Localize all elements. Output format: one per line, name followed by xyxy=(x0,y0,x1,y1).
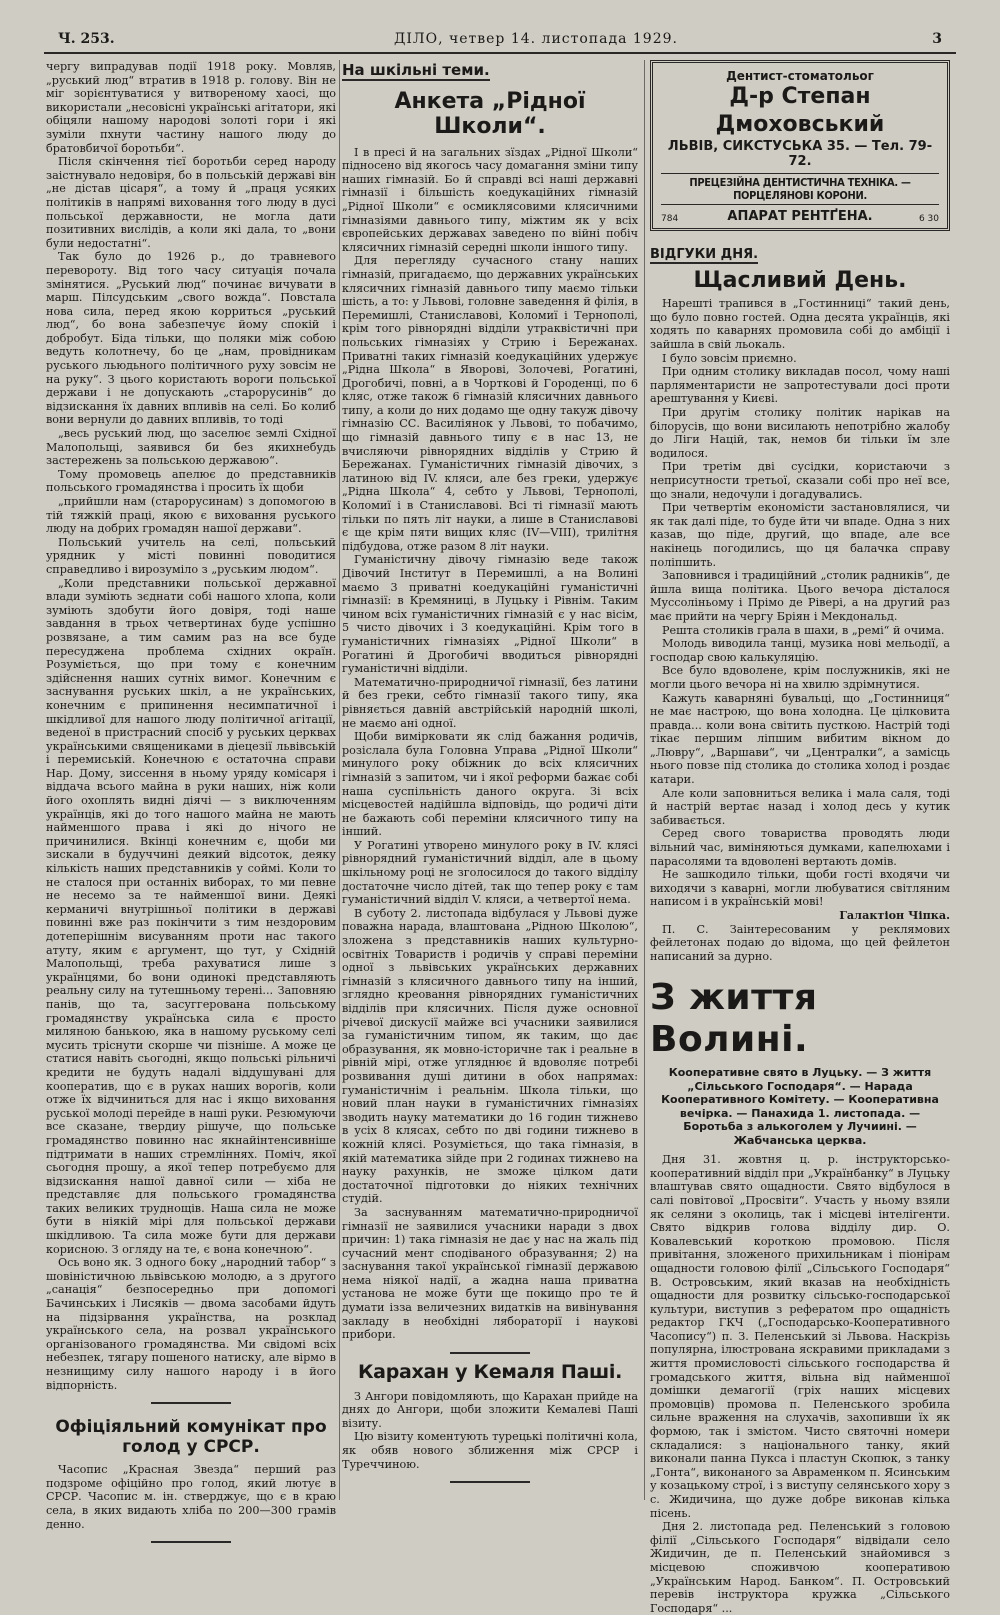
paragraph: Після скінчення тієї боротьби серед народу заістнувало недовіря, бо в польській державі він „не дістав цісаря“, а тому й „праця усяких політиків в напрямі виховання того люду в дусі польської державности, не могла дати позитивних вислідів, а коли які дала, то „вони були недостатні“. xyxy=(46,155,336,250)
ad-doctor-name: Д-р Степан Дмоховський xyxy=(715,84,885,137)
paragraph: Але коли заповниться велика і мала саля, тоді й настрій вертає назад і холод десь у кутик забивається. xyxy=(650,786,950,827)
column-divider xyxy=(339,60,340,1500)
issue-number: Ч. 253. xyxy=(58,31,115,47)
ad-services: ПРЕЦЕЗІЙНА ДЕНТИСТИЧНА ТЕХНІКА. — ПОРЦЕЛЯНОВІ КОРОНИ. xyxy=(661,173,939,205)
paragraph: Цю візиту коментують турецькі політичні кола, як обяв нового зближення між СРСР і Туреччиною. xyxy=(342,1430,638,1471)
postscript: П. С. Заінтересованим у реклямових фейлетонах подаю до відома, що цей фейлетон написаний за дурно. xyxy=(650,922,950,963)
volyn-body xyxy=(650,1153,950,1615)
paragraph: Польський учитель на селі, польський урядник у місті повинні поводитися справедливо і вирозуміло з „руським людом“. xyxy=(46,535,336,576)
paragraph: Тому промовець апелює до представників польського громадянства і просить їх щоби xyxy=(46,467,336,495)
page-number: 3 xyxy=(932,31,942,47)
ad-xray-label: АПАРАТ РЕНТҐЕНА. xyxy=(727,209,873,224)
paragraph: Математично-природничої гімназії, без латини й без греки, себто гімназії такого типу, яка рівняється давній австрійській народній школі, не маємо ані одної. xyxy=(342,675,638,730)
ad-code-left: 784 xyxy=(661,214,679,224)
column-right xyxy=(650,60,950,1615)
paragraph: І в пресі й на загальних зїздах „Рідної Школи“ підносено від якогось часу домагання зміни типу наших гімназій. Бо й справді всі наші державні гімназії і більшість коедукаційних гімназій „Рідної Школи“ є осмиклясовими клясичними гімназіями давнього типу, міжтим як у всіх європейських державах заведено по війні побіч клясичних гімназій середні школи іншого типу. xyxy=(342,145,638,254)
section-label-feuilleton: ВІДГУКИ ДНЯ. xyxy=(650,247,759,262)
paragraph: За заснуванням математично-природничої гімназії не заявилися учасники наради з двох причин: 1) така гімназія не дає у нас на жаль під сучасний мент сподіваного образування; 2) на заснування такої української гімназії державою нема ніякої надії, а жадна наша приватна установа не може бути ще покищо про те й думати ізза величезних видатків на вивінування закладу в необхідні лябораторії і наукові прибори. xyxy=(342,1205,638,1342)
feuilleton-headline: Щасливий День. xyxy=(693,268,907,293)
section-label-school: На шкільні теми. xyxy=(342,61,490,79)
paragraph: Дня 31. жовтня ц. р. інструкторсько-кооперативний відділ при „Українбанку“ в Луцьку влаштував свято ощадности. Свято відбулося в салі повітової „Просвіти“. Участь у ньому взяли як селяни з околиць, так і місцеві інтелігенти. Свято відкрив голова відділу дир. О. Ковалевський короткою промовою. Після привітання, зложеного прихильникам і піонірам ощадности головою філії „Сільського Господаря“ В. Островським, який вказав на необхідність ощадности для розвитку сільсько-господарської культури, виступив з рефератом про ощадність редактор ГКЧ („Господарсько-Кооперативного Часопису“) п. З. Пеленський зі Львова. Наскрізь популярна, ілюстрована яскравими прикладами з життя промисловості сільського господарства й громадського життя, вільна від найменшої домішки демагогії (гріх наших місцевих промовців) промова п. Пеленського зробила сильне враження на слухачів, захопивши їх як формою, так і змістом. Чисто святочні номери складалися: з національного танку, який виконали панна Пукса і пластун Скопюк, з танку „Гонта“, виконаного за Авраменком п. Ясинським у козацькому строї, і з виступу селянського хору з с. Жидичина, що дуже добре виконав кілька пісень. xyxy=(650,1153,950,1520)
dentist-advertisement xyxy=(650,60,950,231)
paragraph: В суботу 2. листопада відбулася у Львові дуже поважна нарада, влаштована „Рідною Школою“, зложена з представників наших культурно-освітніх Товариств і родичів у справі переміни одної з львівських українських державних гімназій з клясичного давнього типу на інший, згляднo креовання рівнорядних гуманістичних відділів при клясичних. Після дуже основної річевої дискусії майже всі учасники заявилися за гуманістичним типом, як таким, що дає образування, як мовно-історичне так і реальне в рівній мірі, отже угляднює й вдоволяє потребі розвивання душі дитини в обох напрямах: гуманістичнім і реальнім. Школа тільки, що новий план науки в гуманістичних гімназіях зводить науку математики до 16 годин тижнево в усіх 8 клясах, себто по дві години тижнево в кожній клясі. Розуміється, що така гімназія, в якій математика зійде при 2 годинах тижнево на науку рахунків, не зможе цілком дати достаточної підготовки до ніяких технічних студій. xyxy=(342,906,638,1206)
komunikat-headline: Офіціяльний комунікат про голод у СРСР. xyxy=(55,1417,327,1457)
paragraph: При одним столику викладав посол, чому наші парляментаристи не запротестували досі проти арештування у Києві. xyxy=(650,365,950,406)
paragraph: Гуманістичну дівочу гімназію веде також Дівочий Інститут в Перемишлі, а на Волині маємо 3 приватні коедукаційні гуманістичні гімназії: в Кремяниці, в Луцьку і Рівнім. Таким чином всіх гуманістичних гімназій є у нас вісім, 5 чисто дівочих і 3 коедукаційні. Крім того в гуманістичних гімназіях „Рідної Школи“ в Рогатині й Дрогобичі вводиться рівнорядні гуманістичні відділи. xyxy=(342,553,638,676)
ad-xray xyxy=(661,209,939,224)
paragraph: Ось воно як. З одного боку „народний табор“ з шовіністичною львівською молодю, а з другого „санація“ безпосередньо при допомогі Бачинських і Лисяків — двома засобами йдуть на підзірвання українства, на розклад українського села, на розвал українського організованого громадянства. Ми свідомі всіх небезпек, тягару пошеного натиску, але вірмо в незнищиму силу нашого народу і в його відпорність. xyxy=(46,1256,336,1392)
paragraph: Нарешті трапився в „Гостинниці“ такий день, що було повно гостей. Одна десята українців, які ходять по каварнях промовила собі до амбіції і зайшла в свій льокаль. xyxy=(650,297,950,352)
paragraph: При другім столику політик нарікав на білорусів, що вони висилають непотрібно жалобу до Ліги Націй, так, немов би тільки їм зле водилося. xyxy=(650,406,950,460)
article-end-rule xyxy=(151,1402,231,1404)
anketa-body xyxy=(342,146,638,1342)
author-signature: Галактіон Чіпка. xyxy=(839,908,950,923)
komunikat-text: Часопис „Красная Звезда“ перший раз подзроме офіційно про голод, який лютує в СРСР. Часопис м. ін. стверджує, що є в краю села, в яких видають хліба по 200—300 грамів денно. xyxy=(46,1463,336,1531)
paragraph: Кажуть каварняні бувальці, що „Гостинниця“ не має настрою, що вона холодна. Це цілковита правда... коли вона світить пусткою. Настрій тоді тікає першим ліпшим вибитим вікном до „Лювру“, „Варшави“, чи „Централки“, а замісць нього повзе під столика до столика холод і роздає катари. xyxy=(650,691,950,787)
volyn-headline: З життя Волині. xyxy=(650,977,818,1060)
column-divider xyxy=(644,60,645,1500)
paragraph: І було зовсім приємно. xyxy=(662,351,797,365)
column-middle xyxy=(342,60,638,1500)
ad-profession: Дентист-стоматольог xyxy=(726,69,874,83)
feuilleton-body xyxy=(650,297,950,963)
article-end-rule xyxy=(450,1352,530,1354)
volyn-subheadings: Кооперативне свято в Луцьку. — З життя „Сільського Господаря“. — Нарада Кооперативного Комітету. — Кооперативна вечірка. — Панахида 1. листопада. — Боротьба з алькоголем у Лучиині. — Жабчанська церква. xyxy=(661,1066,939,1147)
paragraph: „Коли представники польської державної влади зуміють зєднати собі нашого хлопа, коли зуміють здобути його довіря, тоді наше завдання в трьох четвертинах буде успішно розвязане, а тим самим раз на все буде пересуджена проблема східних окраїн. Розуміється, що при тому є конечним здійснення наших сутніх вимог. Конечним є заснування руських шкіл, а не українських, конечним є припинення несимпатичної і шкідливої для нашого люду політичної агітації, веденої в пристрасний спосіб у руських церквах українськими священиками в діецезії львівській і перемиській. Конечною є остаточна справи Нар. Дому, зиcсення в ньому уряду комісаря і віддача всього майна в руки наших, ніж коли його охоплять видні діячі — з виключенням українців, які до того нашого майна не мають найменшого права і які до нічого не причинилися. Вкінці конечним є, щоби ми зискали в будуччині деякий відсоток, деяку кількість наших представників у соймі. Коли то не сталося при останніх виборах, то ми певне не несемо за те найменшої вини. Деякі керманичі внутрішньої політики в державі повинні вже раз покінчити з тим нездоровим дотеперішнім висуванням проти нас такого атуту, яким є аргумент, що тут, у Східній Малопольщі, треба рахуватися лише з українцями, бо вони одинокі представляють реальну силу на тутешньому терені... Заповняю панів, що та, засуггерована польському громадянству українська сила є просто миляною банькою, яка в нашому руському селі мусить тріснути скорше чи пізніше. А може це статися навіть сьогодні, якщо польські рільничі кредити не будуть надалі віддушувані для кооператив, що є в руках наших ворогів, коли отже їх відчиниться для нас і якщо виховання руської молоді перейде в наші руки. Резюмуючи все сказане, твердиу рішуче, що польське громадянство повинно нас якнайінтенсивніше підтримати в наших стремліннях. Поміч, якої сьогодня прошу, а якої тепер потребуємо для відзискання нашої давної сили — хіба не представляє для польського громадянства таких великих труднощів. Наша сила не може бути в ніякій мірі для польської держави шкідливою. Та сила може бути для держави корисною. З огляду на те, є вона конечною“. xyxy=(46,576,336,1256)
article-end-rule xyxy=(450,1481,530,1483)
paragraph: У Рогатині утворено минулого року в IV. клясі рівнорядний гуманістичний відділ, але в цьому шкільному році не зголосилося до такого відділу достаточне число дітей, так що тепер року є там гуманістичний відділ V. кляси, а четвертої нема. xyxy=(342,838,638,907)
paragraph: Серед свого товариства проводять люди вільний час, виміняються думками, капелюхами і парасолями та вдоволені вертають домів. xyxy=(650,827,950,868)
paragraph: Не зашкодило тільки, щоби гості входячи чи виходячи з каварні, могли любуватися світляним написом і в українській мові! xyxy=(650,868,950,909)
paragraph: Все було вдоволене, крім послужників, які не могли цього вечора ні на хвилю здрімнутися. xyxy=(650,664,950,691)
paragraph: Решта столиків грала в шахи, в „ремі“ й очима. xyxy=(662,623,945,637)
article-end-rule xyxy=(151,1541,231,1543)
paragraph: Для перегляду сучасного стану наших гімназій, пригадаємо, що державних українських клясичних гімназій давнього типу маємо тільки шість, а то: у Львові, головне заведення й філія, в Перемишлі, Станиславові, Коломиї і Тернополі, крім того рівнорядні відділи утраквістичні при польських гімназіях у Стрию і Бережанах. Приватні таких гімназій коедукаційних удержує „Рідна Школа“ в Яворові, Золочеві, Рогатині, Дрогобичі, повні, а в Чорткові й Городенці, по 6 кляс, отже також 6 гімназій клясичних давнього типу, а коли до них додамо ще одну такуж дівочу гімназію СС. Василіянок у Львові, то побачимо, що гімназій давнього типу є в нас 13, не вчисляючи рівнорядних відділів у Стрию й Бережанах. Гуманістичних гімназій дівочих, з латиною від IV. кляси, але без греки, удержує „Рідна Школа“ 4, себто у Львові, Тернополі, Коломиї і в Станиславові. Всі ті гімназії мають тільки по пять літ науки, а лише в Станиславові є ще крім пяти вищих кляс (IV—VIII), трилітня підбудова, отже разом 8 літ науки. xyxy=(342,254,638,553)
paragraph: Заповнився і традиційний „столик радників“, де йшла вища політика. Цього вечора дісталося Муссоліньому і Прімо де Ріверi, а на другий раз має прийти на чергу Бріян і Мекдональд. xyxy=(650,569,950,623)
paragraph: При четвертім економісти застановлялися, чи як так далі піде, то буде йти чи впаде. Одна з них казав, що піде, другий, що впаде, але все накінець погодились, що ця балачка справу поліпшить. xyxy=(650,501,950,569)
page-header xyxy=(44,26,956,54)
paragraph: Молодь виводила танці, музика нові мельодії, а господар свою калькуляцію. xyxy=(650,637,950,664)
paragraph: При третім дві сусідки, користаючи з неприсутности третьої, сказали собі про неї все, що знали, недочули і догадувались. xyxy=(650,460,950,501)
paragraph: З Ангори повідомляють, що Карахан прийде на днях до Ангори, щоби зложити Кемалеві Паші візиту. xyxy=(342,1389,638,1430)
ad-address: ЛЬВІВ, СИКСТУСЬКА 35. — Тел. 79-72. xyxy=(667,139,933,169)
paragraph: Дня 2. листопада ред. Пеленський з головою філії „Сільського Господаря“ відвідали село Жидичин, де п. Пеленський знайомився з місцевою споживчою кооперативою „Українським Народ. Банком“. П. Островський перевів інструктора кружка „Сільського Господаря“ ... xyxy=(650,1520,950,1615)
paragraph: „прийшли нам (старорусинам) з допомогою в тій тяжкій праці, якою є виховання руського люду на добрих громадян нашої держави“. xyxy=(46,495,336,536)
column-left xyxy=(46,60,336,1531)
paragraph: чергу випрадував події 1918 року. Мовляв, „руський люд“ втратив в 1918 р. голову. Він не міг зорієнтуватися у витвореному хаосі, що використали „несовісні українські агітатори, які обіцяли нашому народові золоті гори і які зуміли пхнути частину нашого люду до братовбичої боротьби“. xyxy=(46,60,336,155)
article-body-continued xyxy=(46,60,336,1392)
karakhan-headline: Карахан у Кемаля Паші. xyxy=(357,1360,623,1383)
paragraph: Так було до 1926 р., до травневого перевороту. Від того часу ситуація почала змінятися. „Руський люд“ починає вичувати в марш. Пілсудським „свого вожда“. Повстала нова сила, перед якою корриться „руський люд“, бо вона забезпечує йому спокій і добробут. Біда тільки, що поляки між собою ведуть колотнечу, бо це „нам, провідникам руського льюдьного політичного руху зовсім не на руку“. З цього користають вороги польської держави і не допускають „старорусинів“ до відзискання їх давних впливів на селі. Бо колиб вони вернули до давних впливів, то тоді xyxy=(46,250,336,427)
ad-code-right: 6 30 xyxy=(918,214,939,224)
paragraph: Щоби вимірковати як слід бажання родичів, розіслала була Головна Управа „Рідної Школи“ минулого року обіжник до всіх клясичних гімназій з запитом, чи і якої реформи бажає собі наша суспільність даного округа. Зі всіх місцевостей надійшла відповідь, що родичі діти не бажають собі переміни клясичного типу на інший. xyxy=(342,730,638,839)
paragraph: „весь руський люд, що заселює землі Східної Малопольщі, заявився би без якихнебудь застережень за польською державою“. xyxy=(46,427,336,468)
masthead-date: ДІЛО, четвер 14. листопада 1929. xyxy=(394,31,678,47)
anketa-headline: Анкета „Рідної Школи“. xyxy=(394,89,586,140)
